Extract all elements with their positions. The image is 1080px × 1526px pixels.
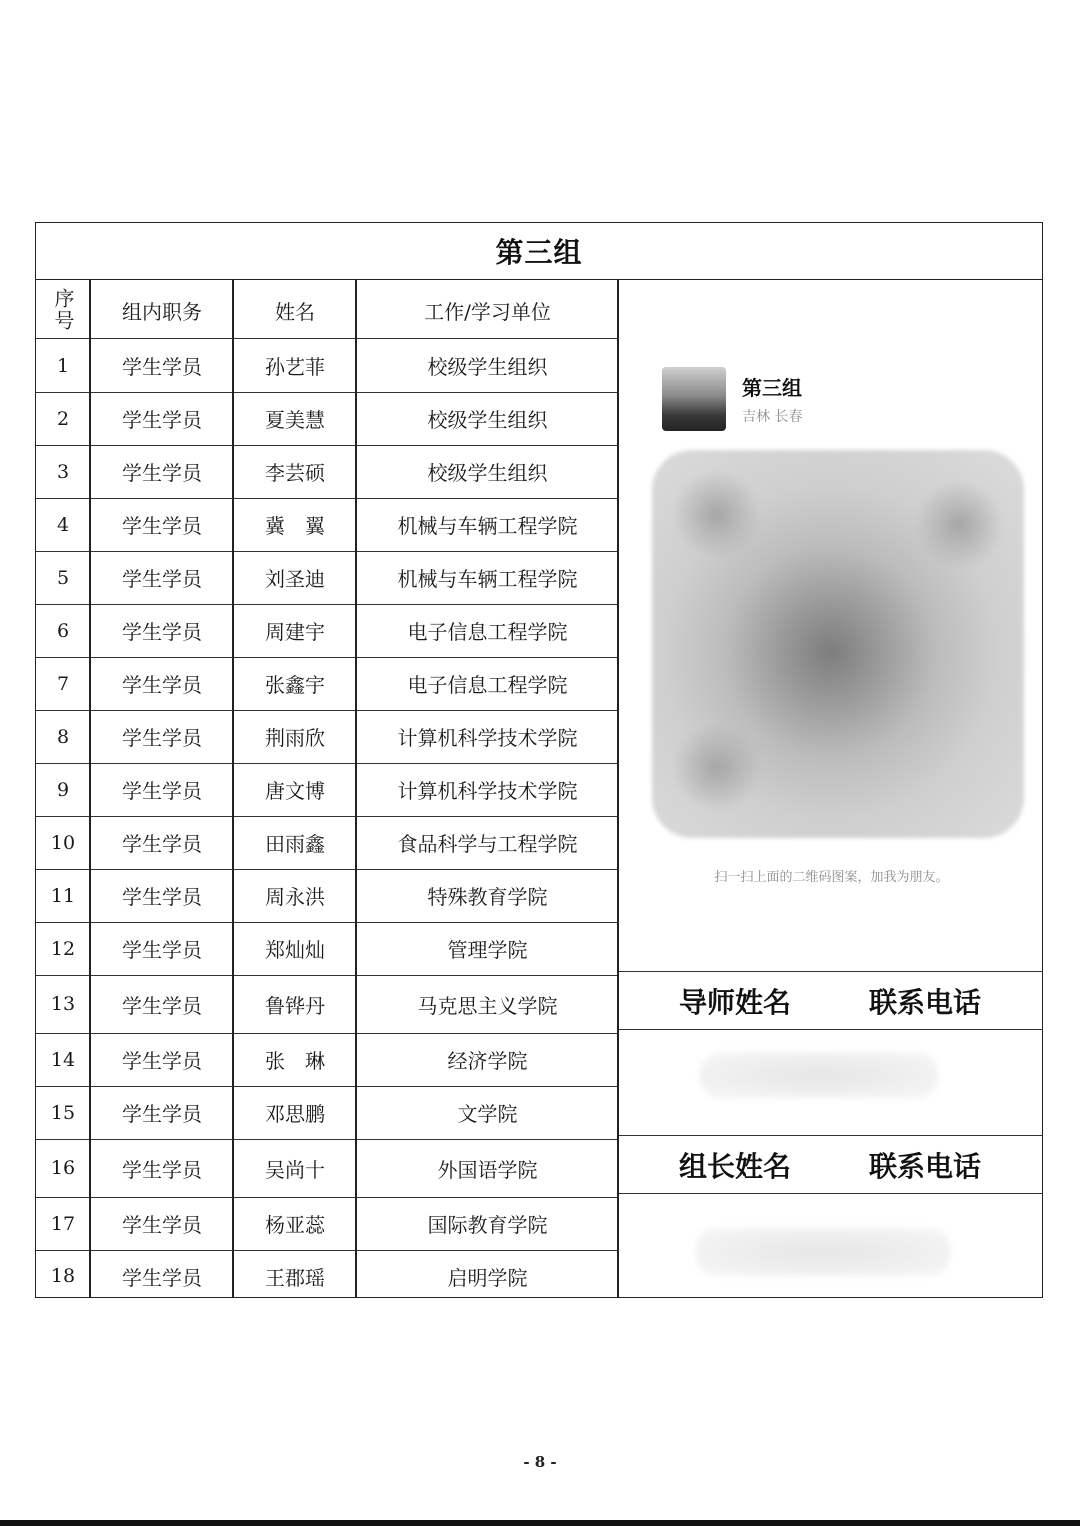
row-name: 孙艺菲 [265,355,325,379]
row-role: 学生学员 [122,938,202,962]
row-name: 邓思鹏 [265,1102,325,1126]
qr-group-region: 吉林 长春 [742,409,803,425]
row-name: 夏美慧 [265,408,325,432]
row-role: 学生学员 [122,461,202,485]
row-unit: 经济学院 [447,1049,528,1073]
row-role: 学生学员 [122,779,202,803]
row-role: 学生学员 [122,567,202,591]
row-num: 5 [56,566,70,589]
row-name: 郑灿灿 [265,938,325,962]
row-role: 学生学员 [122,726,202,750]
row-name: 刘圣迪 [265,567,325,591]
row-num: 3 [56,460,70,483]
row-name: 张鑫宇 [265,673,325,697]
row-role: 学生学员 [122,1157,202,1182]
row-num: 10 [50,831,76,854]
row-unit: 电子信息工程学院 [407,673,568,697]
row-role: 学生学员 [122,1213,202,1237]
header-unit: 工作/学习单位 [424,299,551,324]
row-role: 学生学员 [122,1265,202,1290]
row-role: 学生学员 [122,673,202,697]
row-name: 周建宇 [265,620,325,644]
row-unit: 食品科学与工程学院 [397,832,578,856]
row-num: 9 [56,778,70,801]
row-unit: 机械与车辆工程学院 [397,567,578,591]
row-name: 荆雨欣 [265,726,325,750]
row-num: 18 [50,1265,76,1287]
group-avatar [662,367,726,431]
row-num: 4 [56,513,70,536]
row-unit: 计算机科学技术学院 [397,779,578,803]
row-num: 6 [56,619,70,642]
header-role: 组内职务 [122,299,202,324]
mentor-name-label: 导师姓名 [678,986,791,1019]
mentor-contact-redacted [700,1052,938,1098]
mentor-phone-label: 联系电话 [868,986,981,1019]
qr-hint-text: 扫一扫上面的二维码图案，加我为朋友。 [714,870,949,885]
header-name: 姓名 [275,299,315,324]
qr-code-redacted [652,450,1024,838]
row-unit: 外国语学院 [437,1157,538,1182]
row-role: 学生学员 [122,514,202,538]
header-num-label: 序号 [51,288,75,332]
row-name: 吴尚十 [265,1157,325,1182]
row-unit: 马克思主义学院 [417,993,558,1018]
row-name: 杨亚蕊 [265,1213,325,1237]
row-unit: 校级学生组织 [427,355,548,379]
row-name: 鲁铧丹 [265,993,325,1018]
row-unit: 启明学院 [447,1265,528,1290]
page-number: - 8 - [523,1453,557,1471]
row-unit: 校级学生组织 [427,461,548,485]
row-name: 唐文博 [265,779,325,803]
row-unit: 特殊教育学院 [427,885,548,909]
row-role: 学生学员 [122,1102,202,1126]
qr-group-name: 第三组 [742,376,802,400]
row-num: 15 [50,1101,76,1124]
row-unit: 管理学院 [447,938,528,962]
row-role: 学生学员 [122,408,202,432]
row-unit: 计算机科学技术学院 [397,726,578,750]
scan-edge [0,1520,1080,1526]
row-name: 李芸硕 [265,461,325,485]
row-unit: 文学院 [457,1102,518,1126]
row-num: 1 [56,354,70,377]
row-role: 学生学员 [122,620,202,644]
row-num: 17 [50,1212,76,1235]
row-name: 王郡瑶 [265,1265,325,1290]
leader-name-label: 组长姓名 [678,1150,791,1183]
row-unit: 机械与车辆工程学院 [397,514,578,538]
row-role: 学生学员 [122,355,202,379]
row-num: 14 [50,1048,76,1071]
row-name: 周永洪 [265,885,325,909]
table-title: 第三组 [35,222,1043,280]
row-num: 11 [50,884,76,907]
row-num: 16 [50,1157,76,1179]
row-role: 学生学员 [122,832,202,856]
row-num: 2 [56,407,70,430]
row-num: 12 [50,937,76,960]
leader-contact-redacted [696,1228,950,1276]
row-name: 田雨鑫 [265,832,325,856]
row-num: 7 [56,672,70,695]
row-name: 张 琳 [265,1049,325,1073]
row-num: 13 [50,993,76,1015]
row-num: 8 [56,725,70,748]
row-role: 学生学员 [122,993,202,1018]
row-unit: 国际教育学院 [427,1213,548,1237]
row-role: 学生学员 [122,1049,202,1073]
row-unit: 校级学生组织 [427,408,548,432]
header-num [36,281,90,339]
row-name: 冀 翼 [265,514,325,538]
row-unit: 电子信息工程学院 [407,620,568,644]
row-role: 学生学员 [122,885,202,909]
leader-phone-label: 联系电话 [868,1150,981,1183]
